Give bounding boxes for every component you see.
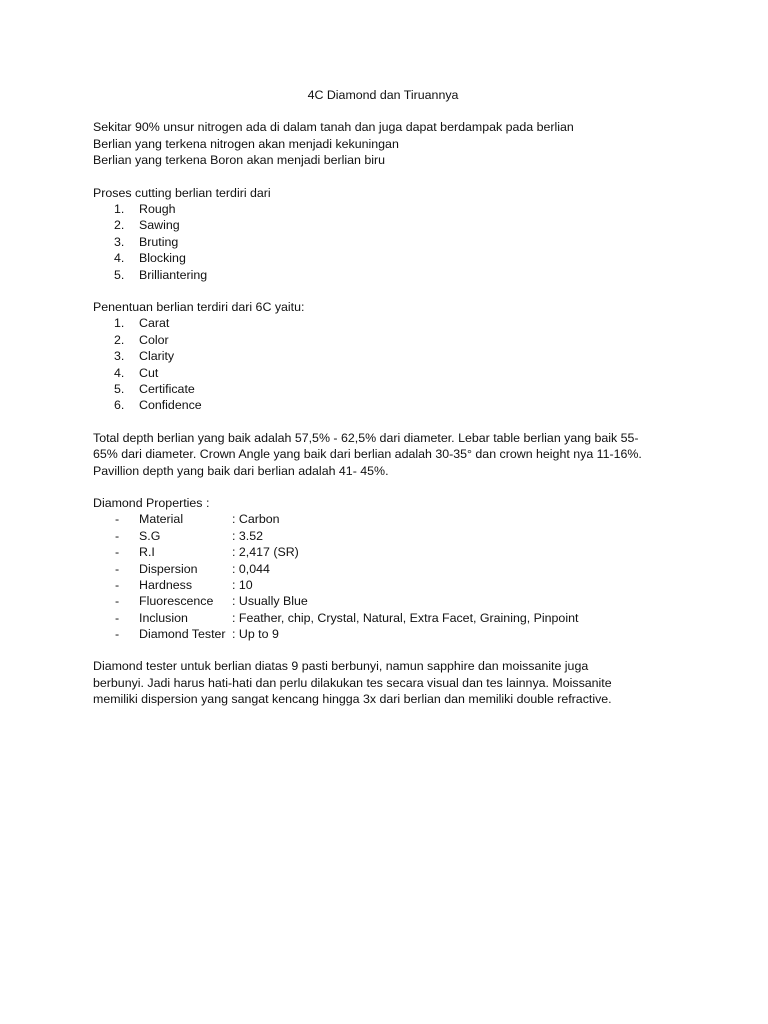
property-row <box>93 511 693 527</box>
list-label: Bruting <box>139 234 179 249</box>
property-row <box>93 610 693 626</box>
property-row <box>93 593 693 609</box>
dash-bullet: - <box>115 594 120 609</box>
list-item <box>93 267 693 283</box>
list-number: 5. <box>114 267 125 282</box>
list-label: Confidence <box>139 398 202 413</box>
intro-line: Sekitar 90% unsur nitrogen ada di dalam tanah dan juga dapat berdampak pada berlian <box>93 120 574 135</box>
list-label: Clarity <box>139 349 175 364</box>
intro-line: Berlian yang terkena Boron akan menjadi berlian biru <box>93 153 386 168</box>
properties-section <box>93 495 693 643</box>
list-label: Color <box>139 332 169 347</box>
list-item <box>93 348 693 364</box>
list-item <box>93 201 693 217</box>
list-label: Blocking <box>139 251 186 266</box>
list-item <box>93 250 693 266</box>
property-value: : Carbon <box>232 512 280 527</box>
list-number: 1. <box>114 202 125 217</box>
list-number: 4. <box>114 251 125 266</box>
list-label: Carat <box>139 316 170 331</box>
properties-heading: Diamond Properties : <box>93 495 210 510</box>
list-label: Rough <box>139 202 176 217</box>
list-item <box>93 365 693 381</box>
sixc-list <box>93 315 693 413</box>
list-label: Sawing <box>139 218 180 233</box>
list-label: Cut <box>139 365 159 380</box>
property-value: : 10 <box>232 577 253 592</box>
depth-line: Pavillion depth yang baik dari berlian adalah 41- 45%. <box>93 463 389 478</box>
dash-bullet: - <box>115 627 120 642</box>
list-item <box>93 217 693 233</box>
document-title: 4C Diamond dan Tiruannya <box>307 88 459 102</box>
list-item <box>93 332 693 348</box>
intro-line: Berlian yang terkena nitrogen akan menjadi kekuningan <box>93 136 399 151</box>
tester-paragraph <box>93 658 693 707</box>
property-value: : Usually Blue <box>232 594 308 609</box>
list-number: 1. <box>114 316 125 331</box>
list-number: 5. <box>114 381 125 396</box>
property-key: Hardness <box>139 577 193 592</box>
property-key: Inclusion <box>139 610 188 625</box>
property-key: R.I <box>139 545 155 560</box>
list-item <box>93 397 693 413</box>
dash-bullet: - <box>115 610 120 625</box>
property-row <box>93 528 693 544</box>
document-page <box>93 87 693 724</box>
property-value: : 3.52 <box>232 528 264 543</box>
properties-list <box>93 511 693 642</box>
list-number: 3. <box>114 349 125 364</box>
dash-bullet: - <box>115 512 120 527</box>
list-number: 2. <box>114 332 125 347</box>
cutting-section <box>93 185 693 283</box>
depth-line: Total depth berlian yang baik adalah 57,5% - 62,5% dari diameter. Lebar table berlian yang baik 55- <box>93 430 639 445</box>
cutting-heading: Proses cutting berlian terdiri dari <box>93 185 271 200</box>
list-number: 4. <box>114 365 125 380</box>
list-number: 3. <box>114 234 125 249</box>
dash-bullet: - <box>115 561 120 576</box>
tester-line: berbunyi. Jadi harus hati-hati dan perlu dilakukan tes secara visual dan tes lainnya. Moissanite <box>93 675 612 690</box>
property-key: Diamond Tester <box>139 627 226 642</box>
property-row <box>93 626 693 642</box>
list-number: 2. <box>114 218 125 233</box>
property-key: Material <box>139 512 184 527</box>
dash-bullet: - <box>115 528 120 543</box>
property-value: : Up to 9 <box>232 627 279 642</box>
intro-paragraph <box>93 119 693 168</box>
property-key: Fluorescence <box>139 594 214 609</box>
tester-line: memiliki dispersion yang sangat kencang hingga 3x dari berlian dan memiliki double refractive. <box>93 692 612 707</box>
property-value: : 2,417 (SR) <box>232 545 299 560</box>
property-row <box>93 577 693 593</box>
property-value: : 0,044 <box>232 561 270 576</box>
property-key: Dispersion <box>139 561 198 576</box>
property-key: S.G <box>139 528 161 543</box>
property-row <box>93 544 693 560</box>
dash-bullet: - <box>115 577 120 592</box>
tester-line: Diamond tester untuk berlian diatas 9 pasti berbunyi, namun sapphire dan moissanite juga <box>93 659 589 674</box>
depth-paragraph <box>93 430 693 479</box>
depth-line: 65% dari diameter. Crown Angle yang baik dari berlian adalah 30-35° dan crown height nya 11-16%. <box>93 447 642 462</box>
property-value: : Feather, chip, Crystal, Natural, Extra Facet, Graining, Pinpoint <box>232 610 579 625</box>
cutting-list <box>93 201 693 283</box>
list-label: Certificate <box>139 381 195 396</box>
property-row <box>93 561 693 577</box>
list-item <box>93 234 693 250</box>
dash-bullet: - <box>115 545 120 560</box>
list-number: 6. <box>114 398 125 413</box>
list-item <box>93 381 693 397</box>
sixc-section <box>93 299 693 414</box>
list-item <box>93 315 693 331</box>
list-label: Brilliantering <box>139 267 208 282</box>
sixc-heading: Penentuan berlian terdiri dari 6C yaitu: <box>93 299 305 314</box>
